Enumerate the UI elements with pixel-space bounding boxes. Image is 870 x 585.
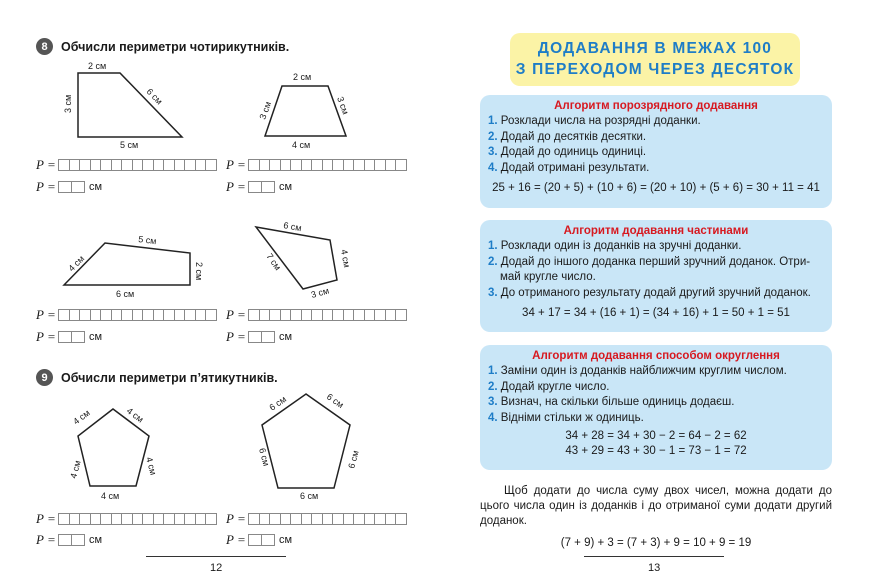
step-text: Додай до десятків десятки. xyxy=(500,130,647,143)
p-label: P = xyxy=(36,179,56,194)
algorithm-step xyxy=(488,380,824,396)
answer-cell[interactable] xyxy=(354,309,365,321)
unit-label: см xyxy=(89,534,103,546)
answer-cell[interactable] xyxy=(206,159,217,171)
step-text: май кругле число. xyxy=(500,271,596,283)
answer-cell[interactable] xyxy=(249,309,260,321)
p-label: P = xyxy=(226,157,246,172)
q3-bottom-label: 6 см xyxy=(116,289,135,299)
answer-cells[interactable] xyxy=(248,159,407,171)
algorithm-step xyxy=(488,145,824,161)
answer-cell[interactable] xyxy=(154,309,165,321)
step-text: До отриманого результату додай другий зручний доданок. xyxy=(500,286,811,299)
algorithm-step xyxy=(488,286,824,302)
answer-cells[interactable] xyxy=(248,513,407,525)
p-label: P = xyxy=(226,307,246,322)
answer-cell[interactable] xyxy=(154,159,165,171)
answer-cell[interactable] xyxy=(262,181,275,193)
step-number: 4. xyxy=(488,411,498,424)
algorithm-2-formula: 34 + 17 = 34 + (16 + 1) = (34 + 16) + 1 = 50 + 1 = 51 xyxy=(522,307,790,319)
answer-box[interactable] xyxy=(248,181,275,193)
formula-row xyxy=(226,512,407,526)
q4-left-label: 7 см xyxy=(264,251,283,273)
answer-cell[interactable] xyxy=(122,513,133,525)
answer-cell[interactable] xyxy=(164,309,175,321)
answer-cell[interactable] xyxy=(164,159,175,171)
answer-cell[interactable] xyxy=(206,513,217,525)
answer-cell[interactable] xyxy=(70,309,81,321)
answer-cell[interactable] xyxy=(112,309,123,321)
answer-cell[interactable] xyxy=(175,309,186,321)
answer-cell[interactable] xyxy=(260,159,271,171)
p1-l-label: 4 см xyxy=(68,459,83,480)
answer-cell[interactable] xyxy=(185,309,196,321)
unit-label: см xyxy=(89,331,103,343)
unit-label: см xyxy=(279,181,293,193)
formula-row xyxy=(226,308,407,322)
answer-box[interactable] xyxy=(248,331,275,343)
answer-cell[interactable] xyxy=(396,513,407,525)
answer-cell[interactable] xyxy=(133,159,144,171)
answer-cell[interactable] xyxy=(270,513,281,525)
answer-cell[interactable] xyxy=(291,159,302,171)
answer-cells[interactable] xyxy=(58,309,217,321)
algorithm-step xyxy=(488,270,824,286)
answer-cell[interactable] xyxy=(91,159,102,171)
q2-right-label: 3 см xyxy=(335,95,351,116)
answer-cell[interactable] xyxy=(59,181,72,193)
answer-cell[interactable] xyxy=(291,513,302,525)
step-number: 1. xyxy=(488,115,498,127)
answer-cell[interactable] xyxy=(59,159,70,171)
task-8-title: Обчисли периметри чотирикутників. xyxy=(61,39,290,54)
answer-cell[interactable] xyxy=(344,513,355,525)
answer-cell[interactable] xyxy=(281,159,292,171)
answer-cell[interactable] xyxy=(302,159,313,171)
q1-top-label: 2 см xyxy=(88,61,107,71)
task-9-heading xyxy=(36,369,278,386)
answer-cell[interactable] xyxy=(206,309,217,321)
step-number: 1. xyxy=(488,365,498,377)
answer-cell[interactable] xyxy=(302,513,313,525)
step-number: 3. xyxy=(488,146,498,158)
answer-cell[interactable] xyxy=(80,309,91,321)
algorithm-box-3 xyxy=(480,345,832,470)
p2-r-label: 6 см xyxy=(346,449,361,470)
step-number: 2. xyxy=(488,255,498,268)
algorithm-box-2 xyxy=(480,220,832,332)
answer-cell[interactable] xyxy=(249,513,260,525)
answer-cell[interactable] xyxy=(101,159,112,171)
p-label: P = xyxy=(226,329,246,344)
answer-cell[interactable] xyxy=(302,309,313,321)
answer-cell[interactable] xyxy=(365,309,376,321)
answer-cell[interactable] xyxy=(133,309,144,321)
task-9-title: Обчисли периметри п’ятикутників. xyxy=(61,370,278,385)
answer-cell[interactable] xyxy=(122,309,133,321)
answer-cell[interactable] xyxy=(196,159,207,171)
answer-box[interactable] xyxy=(58,331,85,343)
answer-cell[interactable] xyxy=(396,159,407,171)
unit-label: см xyxy=(279,331,293,343)
answer-cell[interactable] xyxy=(333,513,344,525)
answer-cell[interactable] xyxy=(375,159,386,171)
answer-cell[interactable] xyxy=(72,534,85,546)
quadrilateral-3 xyxy=(64,243,190,285)
answer-cell[interactable] xyxy=(91,513,102,525)
q2-left-label: 3 см xyxy=(257,100,274,121)
step-number: 4. xyxy=(488,161,498,174)
answer-cell[interactable] xyxy=(101,513,112,525)
answer-cell[interactable] xyxy=(143,309,154,321)
answer-cell[interactable] xyxy=(312,513,323,525)
algorithm-step xyxy=(488,114,824,130)
answer-cell[interactable] xyxy=(281,309,292,321)
p2-b-label: 6 см xyxy=(300,491,319,501)
answer-cell[interactable] xyxy=(344,159,355,171)
answer-cell[interactable] xyxy=(386,159,397,171)
algorithm-3-formula-1: 34 + 28 = 34 + 30 − 2 = 64 − 2 = 62 xyxy=(565,430,747,442)
unit-label: см xyxy=(89,181,103,193)
algorithm-2-steps xyxy=(488,239,824,301)
algorithm-1-steps xyxy=(488,114,824,176)
step-number: 3. xyxy=(488,396,498,408)
answer-cell[interactable] xyxy=(262,331,275,343)
algorithm-step xyxy=(488,239,824,255)
formula-row xyxy=(36,180,102,194)
answer-cell[interactable] xyxy=(185,159,196,171)
answer-cell[interactable] xyxy=(249,534,262,546)
p-label: P = xyxy=(36,511,56,526)
answer-cell[interactable] xyxy=(72,181,85,193)
banner-line-1: ДОДАВАННЯ В МЕЖАХ 100 xyxy=(537,40,773,57)
answer-cell[interactable] xyxy=(260,309,271,321)
answer-cell[interactable] xyxy=(143,513,154,525)
answer-cell[interactable] xyxy=(175,159,186,171)
algorithm-step xyxy=(488,364,824,380)
q4-top-label: 6 см xyxy=(282,220,303,234)
algorithm-step xyxy=(488,411,824,427)
answer-cell[interactable] xyxy=(386,513,397,525)
formula-row xyxy=(226,533,292,547)
step-number: 2. xyxy=(488,380,498,393)
answer-cell[interactable] xyxy=(59,513,70,525)
answer-cell[interactable] xyxy=(270,309,281,321)
formula-row xyxy=(36,512,217,526)
formula-row xyxy=(226,330,292,344)
answer-cell[interactable] xyxy=(154,513,165,525)
answer-cell[interactable] xyxy=(80,513,91,525)
answer-cell[interactable] xyxy=(133,513,144,525)
left-page-number: 12 xyxy=(210,562,223,574)
step-text: Заміни один із доданків найближчим круглим числом. xyxy=(500,365,787,377)
answer-cell[interactable] xyxy=(354,159,365,171)
answer-cell[interactable] xyxy=(344,309,355,321)
answer-cell[interactable] xyxy=(196,309,207,321)
step-text: Визнач, на скільки більше одиниць додаєш. xyxy=(500,396,735,408)
quadrilateral-1 xyxy=(78,73,182,137)
answer-cell[interactable] xyxy=(70,513,81,525)
step-text: Додай отримані результати. xyxy=(500,161,650,174)
answer-box[interactable] xyxy=(248,534,275,546)
answer-cell[interactable] xyxy=(112,159,123,171)
q1-bottom-label: 5 см xyxy=(120,140,139,150)
answer-cell[interactable] xyxy=(59,534,72,546)
answer-cell[interactable] xyxy=(249,181,262,193)
quadrilateral-2 xyxy=(265,86,346,136)
q4-right-label: 4 см xyxy=(339,248,353,269)
rule-formula: (7 + 9) + 3 = (7 + 3) + 9 = 10 + 9 = 19 xyxy=(560,537,752,549)
answer-cell[interactable] xyxy=(354,513,365,525)
banner-line-2: З ПЕРЕХОДОМ ЧЕРЕЗ ДЕСЯТОК xyxy=(515,61,795,78)
algorithm-box-1 xyxy=(480,95,832,208)
answer-cell[interactable] xyxy=(101,309,112,321)
formula-row xyxy=(226,180,292,194)
q2-top-label: 2 см xyxy=(293,72,312,82)
answer-cell[interactable] xyxy=(72,331,85,343)
answer-cell[interactable] xyxy=(164,513,175,525)
step-text: Додай до іншого доданка перший зручний доданок. Отри- xyxy=(500,255,811,268)
p2-tr-label: 6 см xyxy=(324,391,346,411)
p2-tl-label: 6 см xyxy=(267,394,289,413)
q2-bottom-label: 4 см xyxy=(292,140,311,150)
q1-left-label: 3 см xyxy=(63,94,73,113)
algorithm-step xyxy=(488,395,824,411)
answer-cell[interactable] xyxy=(323,159,334,171)
answer-cell[interactable] xyxy=(196,513,207,525)
algorithm-step xyxy=(488,255,824,271)
step-number: 2. xyxy=(488,130,498,143)
rule-text: Щоб додати до числа суму двох чисел, можна додати до цього числа один із доданків і до отриманої суми додати другий доданок. xyxy=(480,485,832,527)
algorithm-3-formula-2: 43 + 29 = 43 + 30 − 1 = 73 − 1 = 72 xyxy=(565,445,747,457)
answer-cells[interactable] xyxy=(58,513,217,525)
algorithm-step xyxy=(488,161,824,177)
p-label: P = xyxy=(226,179,246,194)
right-page-footer-line xyxy=(584,556,724,557)
answer-cell[interactable] xyxy=(312,309,323,321)
answer-cell[interactable] xyxy=(386,309,397,321)
q3-top-label: 5 см xyxy=(137,234,158,247)
answer-cell[interactable] xyxy=(365,513,376,525)
p1-b-label: 4 см xyxy=(101,491,120,501)
answer-cell[interactable] xyxy=(80,159,91,171)
answer-cell[interactable] xyxy=(143,159,154,171)
answer-cell[interactable] xyxy=(375,309,386,321)
p1-r-label: 4 см xyxy=(144,455,159,477)
answer-cell[interactable] xyxy=(281,513,292,525)
answer-cell[interactable] xyxy=(91,309,102,321)
q3-right-label: 2 см xyxy=(194,262,204,281)
p1-tl-label: 4 см xyxy=(71,407,92,427)
left-page-footer-line xyxy=(146,556,286,557)
answer-cell[interactable] xyxy=(323,513,334,525)
algorithm-step xyxy=(488,130,824,146)
p-label: P = xyxy=(226,532,246,547)
right-page-number: 13 xyxy=(648,562,661,574)
algorithm-3-title: Алгоритм додавання способом округлення xyxy=(532,350,780,362)
answer-cell[interactable] xyxy=(59,331,72,343)
algorithm-3-steps xyxy=(488,364,824,426)
answer-cell[interactable] xyxy=(262,534,275,546)
step-number: 1. xyxy=(488,240,498,252)
answer-box[interactable] xyxy=(58,534,85,546)
answer-cell[interactable] xyxy=(249,159,260,171)
p-label: P = xyxy=(36,329,56,344)
unit-label: см xyxy=(279,534,293,546)
formula-row xyxy=(36,158,217,172)
task-8-number: 8 xyxy=(36,38,53,55)
q1-diag-label: 6 см xyxy=(144,86,165,107)
answer-cell[interactable] xyxy=(323,309,334,321)
algorithm-1-title: Алгоритм порозрядного додавання xyxy=(554,100,758,112)
answer-cell[interactable] xyxy=(333,309,344,321)
step-text: Додай до одиниць одиниці. xyxy=(500,146,647,158)
answer-cell[interactable] xyxy=(312,159,323,171)
answer-cell[interactable] xyxy=(59,309,70,321)
answer-cells[interactable] xyxy=(248,309,407,321)
answer-cell[interactable] xyxy=(333,159,344,171)
answer-cell[interactable] xyxy=(185,513,196,525)
answer-cell[interactable] xyxy=(249,331,262,343)
p-label: P = xyxy=(36,157,56,172)
formula-row xyxy=(36,533,102,547)
step-text: Додай кругле число. xyxy=(500,380,610,393)
q3-left-label: 4 см xyxy=(66,253,87,274)
step-text: Розклади числа на розрядні доданки. xyxy=(500,115,701,127)
p-label: P = xyxy=(36,532,56,547)
step-text: Розклади один із доданків на зручні доданки. xyxy=(500,240,742,252)
answer-cell[interactable] xyxy=(260,513,271,525)
algorithm-1-formula: 25 + 16 = (20 + 5) + (10 + 6) = (20 + 10) + (5 + 6) = 30 + 11 = 41 xyxy=(492,182,820,194)
answer-box[interactable] xyxy=(58,181,85,193)
answer-cell[interactable] xyxy=(270,159,281,171)
answer-cell[interactable] xyxy=(70,159,81,171)
answer-cells[interactable] xyxy=(58,159,217,171)
p2-l-label: 6 см xyxy=(257,446,272,468)
topic-banner xyxy=(510,33,800,86)
q4-bottom-label: 3 см xyxy=(309,285,331,300)
answer-cell[interactable] xyxy=(375,513,386,525)
step-text: Відніми стільки ж одиниць. xyxy=(500,411,644,424)
p1-tr-label: 4 см xyxy=(124,405,146,425)
answer-cell[interactable] xyxy=(396,309,407,321)
answer-cell[interactable] xyxy=(291,309,302,321)
answer-cell[interactable] xyxy=(112,513,123,525)
answer-cell[interactable] xyxy=(175,513,186,525)
answer-cell[interactable] xyxy=(365,159,376,171)
p-label: P = xyxy=(226,511,246,526)
answer-cell[interactable] xyxy=(122,159,133,171)
formula-row xyxy=(226,158,407,172)
step-number: 3. xyxy=(488,286,498,299)
formula-row xyxy=(36,330,102,344)
formula-row xyxy=(36,308,217,322)
task-9-number: 9 xyxy=(36,369,53,386)
algorithm-2-title: Алгоритм додавання частинами xyxy=(563,225,749,237)
p-label: P = xyxy=(36,307,56,322)
